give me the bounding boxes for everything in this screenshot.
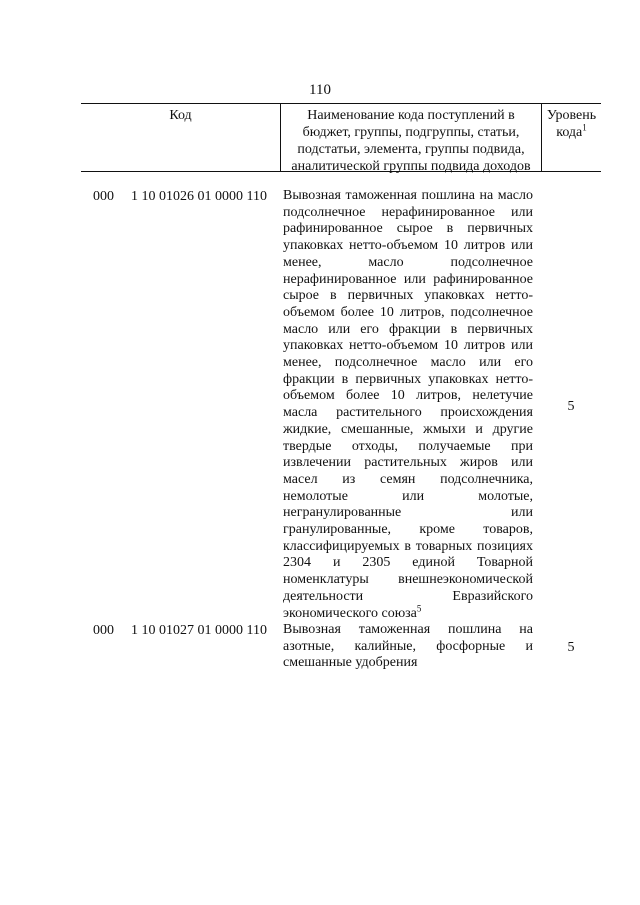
table-header (81, 103, 601, 172)
row-admin-code: 000 (93, 623, 114, 638)
row-description-text: Вывозная таможенная пошлина на масло подсолнечное нерафинированное или рафинированное сырое в первичных упаковках нетто-объемом 10 литров или менее, масло подсолнечное нерафинированное или рафинированное сырое в первичных упаковках нетто-объемом более 10 литров, подсолнечное масло или его фракции в первичных упаковках нетто-объемом 10 литров или менее, подсолнечное масло или его фракции в первичных упаковках нетто-объемом более 10 литров, нелетучие масла растительного происхождения жидкие, смешанные, жмыхи и другие твердые отходы, получаемые при извлечении растительных жиров или масел из семян подсолнечника, немолотые или молотые, негранулированные или гранулированные, кроме товаров, классифицируемых в товарных позициях 2304 и 2305 единой Товарной номенклатуры внешнеэкономической деятельности Евразийского экономического союза (283, 188, 533, 621)
header-level-footnote: 1 (582, 122, 587, 133)
header-name-label: Наименование кода поступлений в бюджет, группы, подгруппы, статьи, подстатьи, элемента, группы подвида, аналитической группы подвида доходов (291, 108, 531, 174)
header-level (542, 104, 601, 171)
row-description (283, 622, 533, 672)
row-level: 5 (567, 640, 575, 655)
row-description-text: Вывозная таможенная пошлина на азотные, калийные, фосфорные и смешанные удобрения (283, 622, 533, 671)
header-code (81, 104, 281, 171)
header-code-label: Код (169, 108, 192, 123)
row-level: 5 (567, 399, 575, 414)
row-code: 1 10 01027 01 0000 110 (131, 623, 267, 638)
row-admin-code: 000 (93, 189, 114, 204)
page-number: 110 (309, 82, 331, 98)
row-footnote: 5 (416, 602, 422, 613)
header-level-label: Уровень кода (546, 108, 597, 140)
row-code: 1 10 01026 01 0000 110 (131, 189, 267, 204)
row-description (283, 188, 533, 622)
header-name (281, 104, 542, 174)
